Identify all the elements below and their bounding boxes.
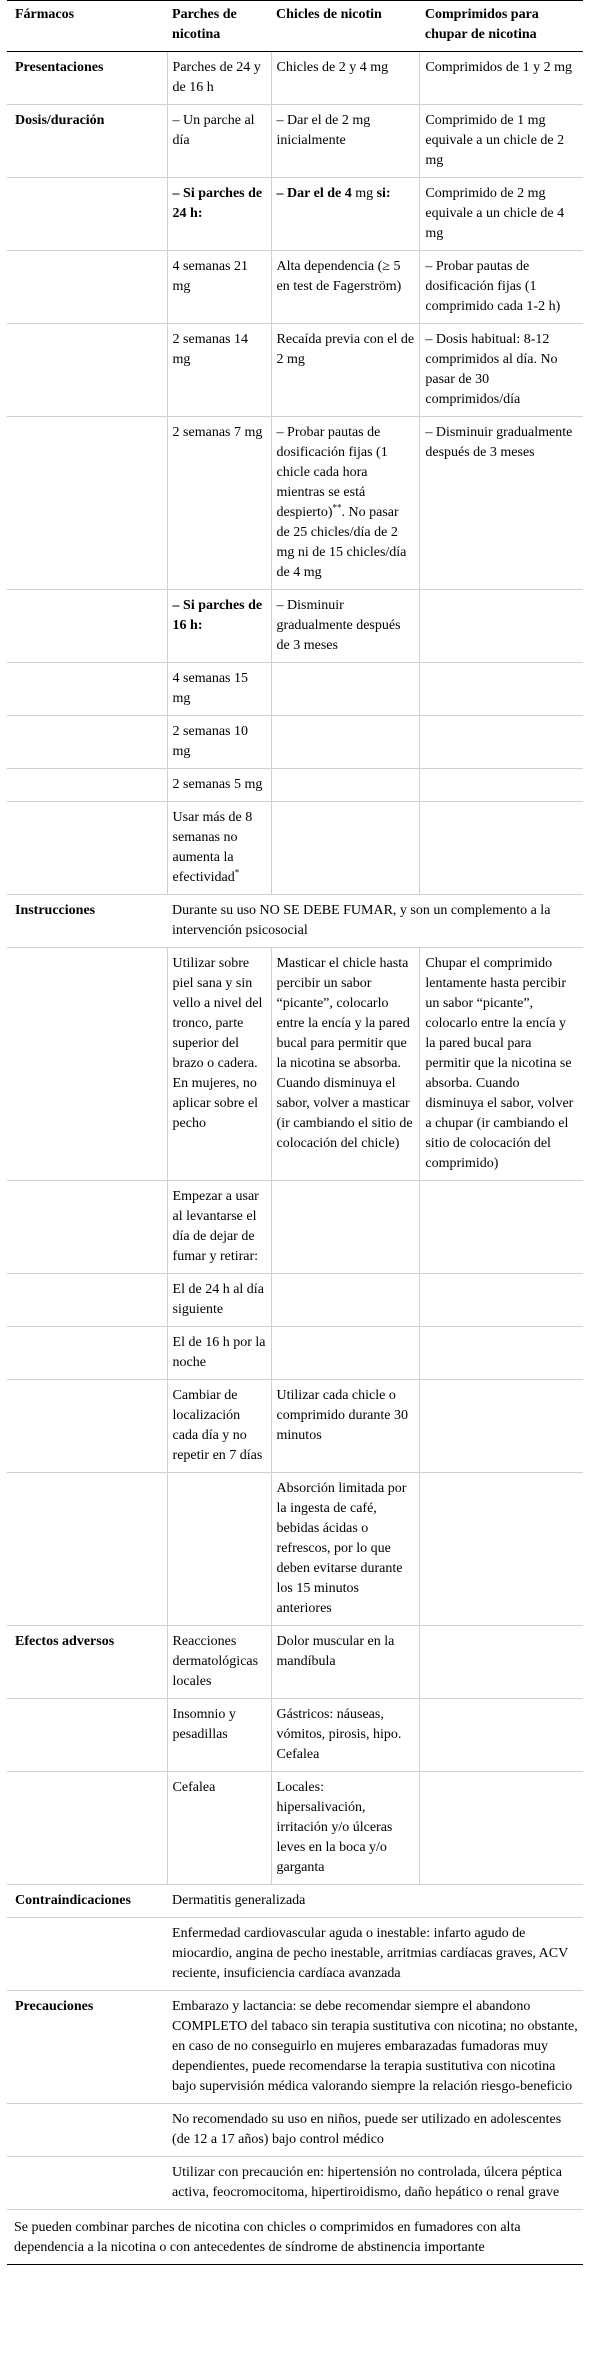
cell bbox=[420, 1380, 583, 1473]
header-parches: Parches de nicotina bbox=[167, 1, 271, 52]
cell bbox=[420, 1772, 583, 1885]
cell bbox=[271, 178, 420, 251]
cell: Reacciones dermatológicas locales bbox=[167, 1626, 271, 1699]
cell bbox=[271, 417, 420, 590]
cell: Locales: hipersalivación, irritación y/o úlceras leves en la boca y/o garganta bbox=[271, 1772, 420, 1885]
cell bbox=[7, 2104, 167, 2157]
cell bbox=[7, 769, 167, 802]
cell: – Probar pautas de dosificación fijas (1 comprimido cada 1-2 h) bbox=[420, 251, 583, 324]
table-row bbox=[7, 1885, 583, 1918]
table-row bbox=[7, 52, 583, 105]
row-label-dosis: Dosis/duración bbox=[7, 105, 167, 178]
cell bbox=[7, 1473, 167, 1626]
table-row bbox=[7, 2104, 583, 2157]
cell bbox=[271, 769, 420, 802]
table-row bbox=[7, 417, 583, 590]
cell bbox=[420, 1181, 583, 1274]
cell bbox=[7, 417, 167, 590]
cell: Cefalea bbox=[167, 1772, 271, 1885]
cell bbox=[271, 663, 420, 716]
table-row bbox=[7, 769, 583, 802]
cell: 2 semanas 14 mg bbox=[167, 324, 271, 417]
cell bbox=[420, 1327, 583, 1380]
cell bbox=[420, 1274, 583, 1327]
table-row bbox=[7, 1991, 583, 2104]
footnote-marker: ** bbox=[332, 502, 342, 513]
cell: Enfermedad cardiovascular aguda o inestable: infarto agudo de miocardio, angina de pecho inestable, arritmias cardíacas graves, ACV reciente, insuficiencia cardíaca avanzada bbox=[167, 1918, 583, 1991]
cell: Utilizar con precaución en: hipertensión no controlada, úlcera péptica activa, feocromocitoma, hipertiroidismo, daño hepático o renal grave bbox=[172, 2165, 562, 2200]
cell bbox=[7, 1327, 167, 1380]
table-row bbox=[7, 802, 583, 895]
cell: Dermatitis generalizada bbox=[167, 1885, 583, 1918]
cell: Parches de 24 y de 16 h bbox=[167, 52, 271, 105]
cell: El de 24 h al día siguiente bbox=[167, 1274, 271, 1327]
table-footnote: Se pueden combinar parches de nicotina con chicles o comprimidos en fumadores con alta dependencia a la nicotina o con antecedentes de síndrome de abstinencia importante bbox=[7, 2210, 583, 2265]
cell: Insomnio y pesadillas bbox=[167, 1699, 271, 1772]
cell: 2 semanas 7 mg bbox=[167, 417, 271, 590]
cell bbox=[7, 716, 167, 769]
cell bbox=[271, 1181, 420, 1274]
cell bbox=[7, 324, 167, 417]
cell bbox=[7, 1918, 167, 1991]
text: – Probar pautas de dosificación fijas (1 chicle cada hora mientras se está despierto) bbox=[276, 425, 388, 520]
table-row bbox=[7, 1380, 583, 1473]
cell bbox=[7, 663, 167, 716]
table-row bbox=[7, 1274, 583, 1327]
cell: Chicles de 2 y 4 mg bbox=[271, 52, 420, 105]
cell: Empezar a usar al levantarse el día de dejar de fumar y retirar: bbox=[167, 1181, 271, 1274]
cell bbox=[271, 1327, 420, 1380]
cell bbox=[7, 802, 167, 895]
text: si: bbox=[373, 186, 391, 201]
table-row bbox=[7, 1626, 583, 1699]
cell: Dolor muscular en la mandíbula bbox=[271, 1626, 420, 1699]
cell: Absorción limitada por la ingesta de café, bebidas ácidas o refrescos, por lo que deben evitarse durante los 15 minutos anteriores bbox=[271, 1473, 420, 1626]
cell: Chupar el comprimido lentamente hasta percibir un sabor “picante”, colocarlo entre la encía y la pared bucal para permitir que la nicotina se absorba. Cuando disminuya el sabor, volver a chupar (ir cambiando el sitio de colocación del comprimido) bbox=[420, 948, 583, 1181]
cell: Comprimidos de 1 y 2 mg bbox=[420, 52, 583, 105]
cell: – Si parches de 24 h: bbox=[167, 178, 271, 251]
nicotine-therapy-table bbox=[7, 0, 583, 2265]
table-row bbox=[7, 1327, 583, 1380]
cell bbox=[7, 1274, 167, 1327]
cell bbox=[271, 1274, 420, 1327]
cell bbox=[420, 716, 583, 769]
table-row bbox=[7, 1772, 583, 1885]
cell: Embarazo y lactancia: se debe recomendar siempre el abandono COMPLETO del tabaco sin terapia sustitutiva con nicotina; no obstante, en caso de no conseguirlo en mujeres embarazadas fumadoras muy dependientes, puede recomendarse la terapia sustitutiva con nicotina bajo supervisión médica valorando siempre la relación riesgo-beneficio bbox=[167, 1991, 583, 2104]
cell bbox=[271, 716, 420, 769]
table-row bbox=[7, 1699, 583, 1772]
cell bbox=[420, 1699, 583, 1772]
cell: Alta dependencia (≥ 5 en test de Fagerström) bbox=[271, 251, 420, 324]
cell bbox=[420, 1473, 583, 1626]
cell: Comprimido de 1 mg equivale a un chicle de 2 mg bbox=[420, 105, 583, 178]
cell: – Disminuir gradualmente después de 3 meses bbox=[420, 417, 583, 590]
table-footer-row bbox=[7, 2210, 583, 2265]
cell: Durante su uso NO SE DEBE FUMAR, y son un complemento a la intervención psicosocial bbox=[167, 895, 583, 948]
cell: No recomendado su uso en niños, puede ser utilizado en adolescentes (de 12 a 17 años) bajo control médico bbox=[167, 2104, 583, 2157]
cell bbox=[7, 2157, 167, 2210]
footnote-marker: * bbox=[234, 867, 240, 878]
text: . No pasar de 25 chicles/día de 2 mg ni de 15 chicles/día de 4 mg bbox=[276, 505, 407, 580]
cell: Utilizar cada chicle o comprimido durante 30 minutos bbox=[271, 1380, 420, 1473]
cell: Utilizar sobre piel sana y sin vello a nivel del tronco, parte superior del brazo o cadera. En mujeres, no aplicar sobre el pecho bbox=[167, 948, 271, 1181]
table-row bbox=[7, 590, 583, 663]
table-row bbox=[7, 716, 583, 769]
cell: Cambiar de localización cada día y no repetir en 7 días bbox=[167, 1380, 271, 1473]
header-chicles: Chicles de nicotin bbox=[271, 1, 420, 52]
cell: 2 semanas 5 mg bbox=[167, 769, 271, 802]
text: – Dar el de 4 bbox=[276, 186, 356, 201]
table-row bbox=[7, 895, 583, 948]
cell bbox=[420, 802, 583, 895]
header-farmacos: Fármacos bbox=[7, 1, 167, 52]
header-comprimidos: Comprimidos para chupar de nicotina bbox=[420, 1, 583, 52]
table-row bbox=[7, 1473, 583, 1626]
table-row bbox=[7, 251, 583, 324]
text: Usar más de 8 semanas no aumenta la efectividad bbox=[172, 810, 253, 885]
table-row bbox=[7, 2157, 583, 2210]
cell bbox=[7, 1699, 167, 1772]
table-row bbox=[7, 105, 583, 178]
cell bbox=[7, 251, 167, 324]
cell: 4 semanas 15 mg bbox=[167, 663, 271, 716]
table-row bbox=[7, 178, 583, 251]
cell: – Un parche al día bbox=[167, 105, 271, 178]
cell: Recaída previa con el de 2 mg bbox=[271, 324, 420, 417]
cell bbox=[167, 1473, 271, 1626]
cell bbox=[420, 590, 583, 663]
cell bbox=[7, 1380, 167, 1473]
cell: Masticar el chicle hasta percibir un sabor “picante”, colocarlo entre la encía y la pared bucal para permitir que la nicotina se absorba. Cuando disminuya el sabor, volver a masticar (ir cambiando el sitio de colocación del chicle) bbox=[271, 948, 420, 1181]
table-row bbox=[7, 1918, 583, 1991]
cell bbox=[420, 663, 583, 716]
cell: – Disminuir gradualmente después de 3 meses bbox=[271, 590, 420, 663]
row-label-contraindicaciones: Contraindicaciones bbox=[7, 1885, 167, 1918]
cell bbox=[7, 1181, 167, 1274]
cell bbox=[167, 802, 271, 895]
cell: 4 semanas 21 mg bbox=[167, 251, 271, 324]
cell bbox=[271, 802, 420, 895]
cell: Gástricos: náuseas, vómitos, pirosis, hipo. Cefalea bbox=[271, 1699, 420, 1772]
row-label-precauciones: Precauciones bbox=[7, 1991, 167, 2104]
cell: 2 semanas 10 mg bbox=[167, 716, 271, 769]
table-row bbox=[7, 324, 583, 417]
cell bbox=[7, 178, 167, 251]
table-row bbox=[7, 663, 583, 716]
row-label-instrucciones: Instrucciones bbox=[7, 895, 167, 948]
cell bbox=[7, 948, 167, 1181]
row-label-efectos: Efectos adversos bbox=[7, 1626, 167, 1699]
row-label-presentaciones: Presentaciones bbox=[7, 52, 167, 105]
cell bbox=[420, 1626, 583, 1699]
cell: – Si parches de 16 h: bbox=[167, 590, 271, 663]
text: mg bbox=[355, 186, 374, 201]
cell bbox=[7, 590, 167, 663]
cell: – Dar el de 2 mg inicialmente bbox=[271, 105, 420, 178]
cell: – Dosis habitual: 8-12 comprimidos al día. No pasar de 30 comprimidos/día bbox=[420, 324, 583, 417]
cell: El de 16 h por la noche bbox=[167, 1327, 271, 1380]
cell: Comprimido de 2 mg equivale a un chicle de 4 mg bbox=[420, 178, 583, 251]
cell bbox=[420, 769, 583, 802]
table-row bbox=[7, 1181, 583, 1274]
cell bbox=[7, 1772, 167, 1885]
table-row bbox=[7, 948, 583, 1181]
